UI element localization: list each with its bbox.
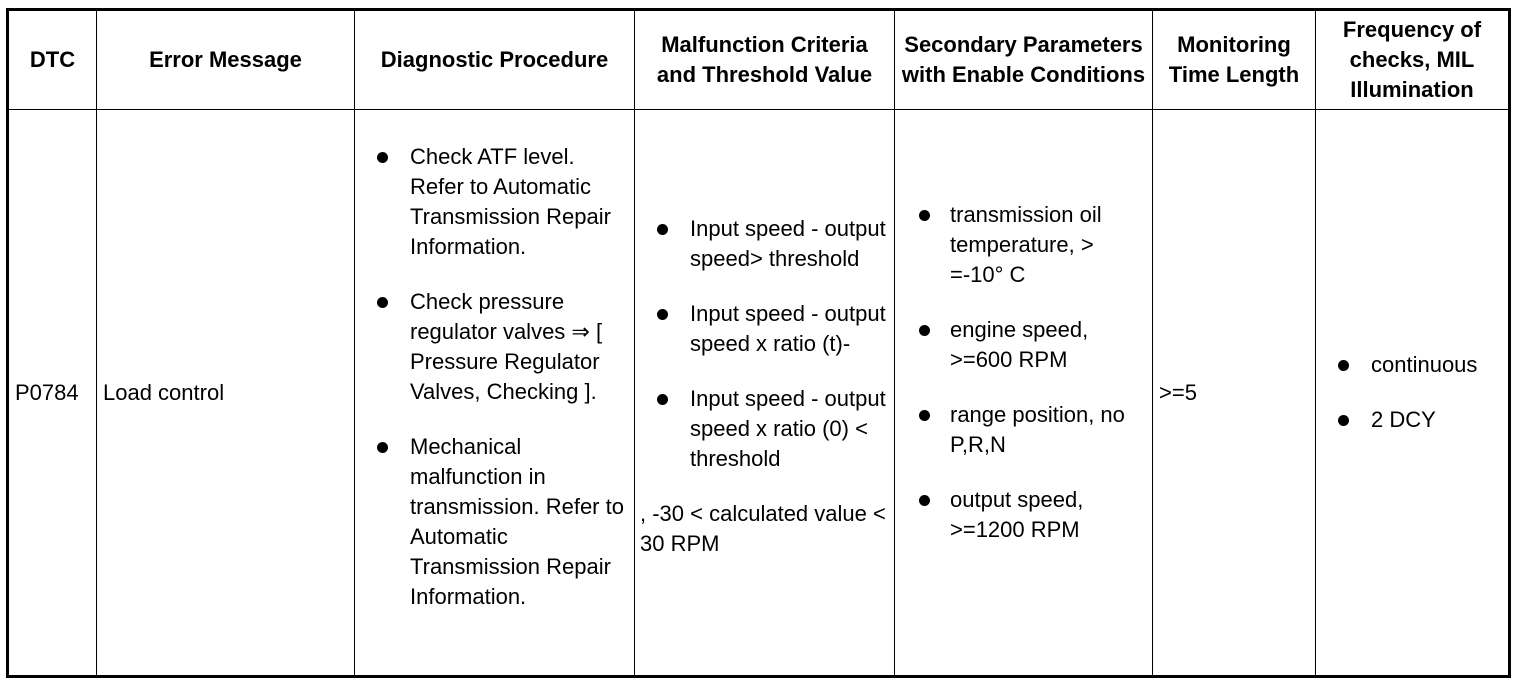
header-row	[8, 10, 1510, 110]
header-secondary-parameters: Secondary Parameters with Enable Conditions	[895, 10, 1153, 110]
header-malfunction-criteria: Malfunction Criteria and Threshold Value	[635, 10, 895, 110]
cell-diagnostic-procedure	[355, 110, 635, 677]
error-message: Load control	[103, 379, 225, 405]
list-item: Input speed - output speed x ratio (t)-	[635, 299, 894, 359]
table-row	[8, 110, 1510, 677]
cell-frequency	[1316, 110, 1510, 677]
list-item: transmission oil temperature, > =-10° C	[895, 200, 1152, 290]
bullet-icon	[1338, 360, 1349, 371]
list-item: output speed, >=1200 RPM	[895, 485, 1152, 545]
bullet-icon	[377, 297, 388, 308]
frequency-list	[1316, 350, 1508, 435]
dtc-code: P0784	[15, 379, 79, 405]
list-item: engine speed, >=600 RPM	[895, 315, 1152, 375]
criteria-list	[635, 214, 894, 474]
bullet-icon	[919, 410, 930, 421]
bullet-icon	[919, 495, 930, 506]
procedure-list	[355, 142, 634, 612]
header-monitoring-time: Monitoring Time Length	[1153, 10, 1316, 110]
cell-dtc	[8, 110, 97, 677]
bullet-icon	[657, 224, 668, 235]
bullet-icon	[919, 325, 930, 336]
bullet-icon	[377, 152, 388, 163]
list-item: continuous	[1316, 350, 1508, 380]
header-frequency: Frequency of checks, MIL Illumination	[1316, 10, 1510, 110]
bullet-icon	[657, 309, 668, 320]
cell-malfunction-criteria	[635, 110, 895, 677]
bullet-icon	[919, 210, 930, 221]
header-error-message: Error Message	[97, 10, 355, 110]
list-item: range position, no P,R,N	[895, 400, 1152, 460]
list-item: Mechanical malfunction in transmission. Refer to Automatic Transmission Repair Information.	[355, 432, 634, 612]
bullet-icon	[657, 394, 668, 405]
list-item: Check pressure regulator valves ⇒ [ Pressure Regulator Valves, Checking ].	[355, 287, 634, 407]
header-dtc: DTC	[8, 10, 97, 110]
header-diagnostic-procedure: Diagnostic Procedure	[355, 10, 635, 110]
list-item: Check ATF level. Refer to Automatic Transmission Repair Information.	[355, 142, 634, 262]
bullet-icon	[377, 442, 388, 453]
list-item: Input speed - output speed> threshold	[635, 214, 894, 274]
monitoring-time: >=5	[1159, 379, 1197, 405]
list-item: Input speed - output speed x ratio (0) < threshold	[635, 384, 894, 474]
dtc-table	[6, 8, 1511, 678]
bullet-icon	[1338, 415, 1349, 426]
cell-secondary-parameters	[895, 110, 1153, 677]
cell-error-message	[97, 110, 355, 677]
criteria-note: , -30 < calculated value < 30 RPM	[640, 501, 886, 556]
secondary-list	[895, 200, 1152, 545]
list-item: 2 DCY	[1316, 405, 1508, 435]
cell-monitoring-time	[1153, 110, 1316, 677]
